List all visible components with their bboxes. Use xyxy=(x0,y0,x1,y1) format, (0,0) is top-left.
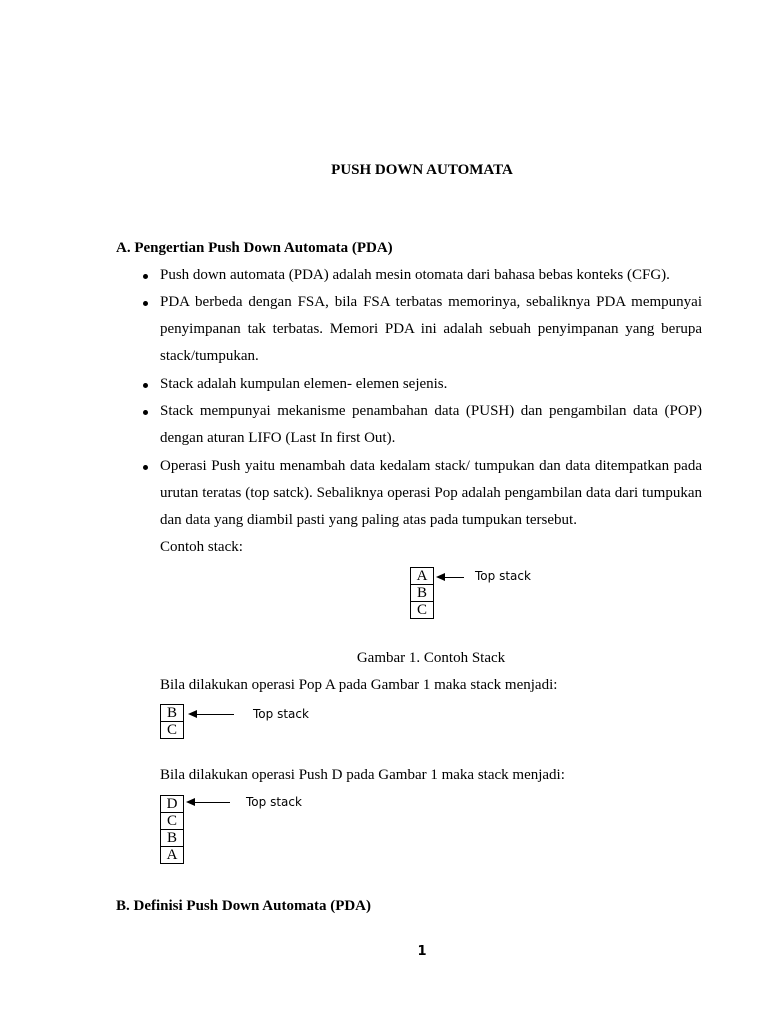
top-stack-label: Top stack xyxy=(253,707,309,721)
bullet-5-line-3: dan data yang diambil pasti yang paling atas pada tumpukan tersebut. xyxy=(160,512,577,528)
bullet-2-line-1: PDA berbeda dengan FSA, bila FSA terbatas memorinya, sebaliknya PDA mempunyai xyxy=(160,294,702,310)
section-a-heading: A. Pengertian Push Down Automata (PDA) xyxy=(116,240,393,256)
bullet-5-line-1: Operasi Push yaitu menambah data kedalam stack/ tumpukan dan data ditempatkan pada xyxy=(160,458,702,474)
arrow-line xyxy=(196,714,234,715)
bullet-2-line-2: penyimpanan tak terbatas. Memori PDA ini adalah sebuah penyimpanan yang berupa xyxy=(160,321,702,337)
arrow-line xyxy=(444,577,464,578)
section-b-heading: B. Definisi Push Down Automata (PDA) xyxy=(116,898,372,914)
stack-cell: C xyxy=(161,813,184,830)
bullet-3-line-1: Stack adalah kumpulan elemen- elemen sejenis. xyxy=(160,376,448,392)
stack-cell: B xyxy=(411,585,434,602)
document-title: PUSH DOWN AUTOMATA xyxy=(331,162,513,178)
arrow-line xyxy=(194,802,230,803)
figure-caption: Gambar 1. Contoh Stack xyxy=(356,650,506,666)
bullet-4-line-1: Stack mempunyai mekanisme penambahan data (PUSH) dan pengambilan data (POP) xyxy=(160,403,702,419)
top-stack-label: Top stack xyxy=(475,569,531,583)
bullet-dot xyxy=(143,383,148,388)
bullet-1-line-1: Push down automata (PDA) adalah mesin otomata dari bahasa bebas konteks (CFG). xyxy=(160,267,670,283)
stack-cell: B xyxy=(161,705,184,722)
stack-figure-2 xyxy=(160,704,184,739)
bullet-dot xyxy=(143,410,148,415)
stack-figure-1 xyxy=(410,567,434,619)
stack-cell: B xyxy=(161,830,184,847)
example-label: Contoh stack: xyxy=(160,539,243,555)
bullet-2-line-3: stack/tumpukan. xyxy=(160,348,259,364)
bullet-4-line-2: dengan aturan LIFO (Last In first Out). xyxy=(160,430,396,446)
bullet-dot xyxy=(143,465,148,470)
push-text: Bila dilakukan operasi Push D pada Gambar 1 maka stack menjadi: xyxy=(160,767,565,783)
stack-cell: D xyxy=(161,796,184,813)
page-number: 1 xyxy=(417,944,427,959)
stack-cell: C xyxy=(411,602,434,619)
bullet-dot xyxy=(143,274,148,279)
pop-text: Bila dilakukan operasi Pop A pada Gambar 1 maka stack menjadi: xyxy=(160,677,558,693)
stack-cell: C xyxy=(161,722,184,739)
top-stack-label: Top stack xyxy=(246,795,302,809)
stack-figure-3 xyxy=(160,795,184,864)
stack-cell: A xyxy=(411,568,434,585)
bullet-dot xyxy=(143,301,148,306)
stack-cell: A xyxy=(161,847,184,864)
bullet-5-line-2: urutan teratas (top satck). Sebaliknya operasi Pop adalah pengambilan data dari tumpukan xyxy=(160,485,702,501)
